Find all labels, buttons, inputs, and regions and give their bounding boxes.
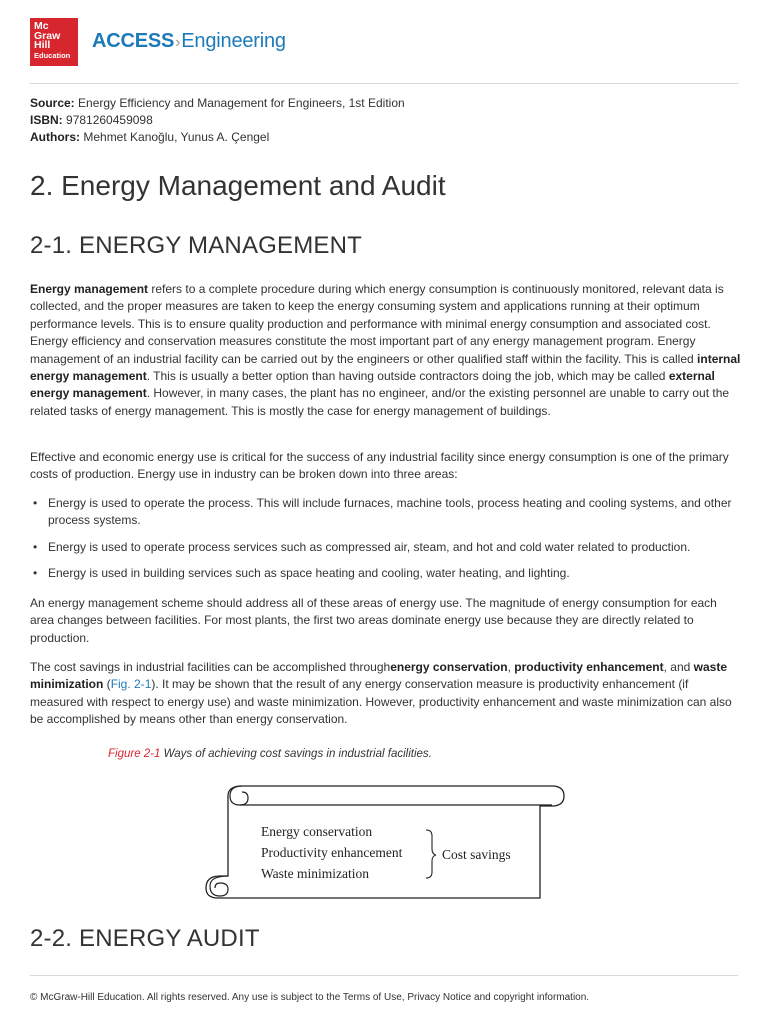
paragraph-management-scheme: An energy management scheme should address all of these areas of energy use. The magnitude of energy consumption for each area changes between facilities. For most plants, the first two areas dominate energy use because they are directly related to production.: [30, 596, 717, 645]
energy-use-list: [30, 495, 742, 592]
paragraph-text: The cost savings in industrial facilities can be accomplished through: [30, 660, 391, 674]
list-item: [30, 565, 742, 582]
term-external-energy-management: external energy management: [30, 369, 715, 401]
logo-line: Mc: [34, 20, 49, 32]
figure-number: Figure 2-1: [108, 748, 161, 760]
authors-line: [30, 129, 405, 146]
figure-item-productivity-enhancement: Productivity enhancement: [261, 845, 403, 860]
figure-item-energy-conservation: Energy conservation: [261, 824, 373, 839]
mcgraw-hill-logo[interactable]: [30, 18, 78, 66]
figure-item-waste-minimization: Waste minimization: [261, 866, 370, 881]
paragraph-text: , and: [663, 660, 694, 674]
paragraph-text: . This is usually a better option than having outside contractors doing the job, which may be called: [146, 369, 669, 384]
logo-line: Graw: [34, 29, 61, 42]
paragraph-text: ,: [507, 660, 515, 674]
source-metadata: [30, 95, 405, 146]
paragraph-text: . However, in many cases, the plant has no engineer, and/or the existing personnel are unable to carry out the related tasks of energy management. This is mostly the case for energy management of buildings.: [30, 386, 730, 418]
isbn-value: 9781260459098: [66, 113, 153, 127]
scroll-outline-shape: [206, 786, 564, 898]
term-energy-conservation: energy conservation: [390, 660, 508, 674]
list-item: [30, 539, 742, 556]
chapter-title: 2. Energy Management and Audit: [30, 170, 446, 201]
paragraph-cost-savings: [30, 659, 742, 729]
logo-engineering-text: Engineering: [181, 30, 286, 52]
bullet-icon: •: [33, 566, 38, 581]
authors-value: Mehmet Kanoğlu, Yunus A. Çengel: [83, 130, 270, 144]
figure-cost-savings-scroll: [200, 778, 570, 906]
list-item-text: Energy is used to operate process services such as compressed air, steam, and hot and cold water related to production.: [48, 539, 691, 554]
footer-divider: [30, 975, 738, 976]
source-value: Energy Efficiency and Management for Engineers, 1st Edition: [78, 96, 405, 110]
figure-caption: [108, 748, 432, 760]
isbn-line: [30, 112, 405, 129]
term-waste-minimization: waste minimization: [30, 660, 727, 692]
logo-access-text: ACCESS: [92, 30, 175, 52]
figure-link[interactable]: Fig. 2-1: [110, 677, 152, 692]
list-item-text: Energy is used to operate the process. This will include furnaces, machine tools, process heating and cooling systems, and other process systems.: [48, 496, 732, 528]
bullet-icon: •: [33, 539, 38, 554]
authors-label: Authors:: [30, 130, 80, 144]
list-item: [30, 495, 742, 530]
list-item-text: Energy is used in building services such as space heating and cooling, water heating, and lighting.: [48, 566, 570, 581]
paragraph-text: refers to a complete procedure during which energy consumption is continuously monitored, relevant data is collected, and the proper measures are taken to keep the energy consuming system and applications running at their optimum performance levels. This is to ensure quality production and performance with minimal energy consumption and associated cost. Energy efficiency and conservation measures constitute the most important part of any energy management program. Energy management of an industrial facility can be carried out by the engineers or other qualified staff within the facility. This is called: [30, 282, 724, 366]
term-energy-management: Energy management: [30, 282, 149, 296]
figure-result-cost-savings: Cost savings: [442, 847, 511, 862]
paragraph-text: (: [103, 677, 111, 692]
term-productivity-enhancement: productivity enhancement: [514, 660, 664, 674]
logo-arrow-icon: ›: [175, 34, 181, 51]
source-line: [30, 95, 405, 112]
access-engineering-logo[interactable]: [92, 30, 286, 53]
paragraph-text: ). It may be shown that the result of any energy conservation measure is productivity enhancement (if measured with respect to energy use) and waste minimization. However, productivity enhancement and waste minimization can also be accomplished by means other than energy conservation.: [30, 677, 732, 727]
logo-line: Hill: [34, 39, 51, 51]
isbn-label: ISBN:: [30, 113, 63, 127]
paragraph-energy-use-areas: Effective and economic energy use is critical for the success of any industrial facility since energy consumption is one of the primary costs of production. Energy use in industry can be broken down into three areas:: [30, 450, 729, 482]
section-heading-energy-management: 2-1. ENERGY MANAGEMENT: [30, 232, 363, 259]
bullet-icon: •: [33, 496, 38, 510]
logo-line: Education: [34, 50, 71, 60]
paragraph-energy-management-definition: [30, 281, 742, 420]
copyright-footer: © McGraw-Hill Education. All rights reserved. Any use is subject to the Terms of Use, Privacy Notice and copyright information.: [30, 992, 590, 1003]
section-heading-energy-audit: 2-2. ENERGY AUDIT: [30, 925, 260, 952]
term-internal-energy-management: internal energy management: [30, 351, 741, 384]
figure-caption-text: Ways of achieving cost savings in industrial facilities.: [160, 748, 432, 760]
source-label: Source:: [30, 96, 75, 110]
header: [30, 18, 738, 68]
header-divider: [30, 83, 738, 84]
